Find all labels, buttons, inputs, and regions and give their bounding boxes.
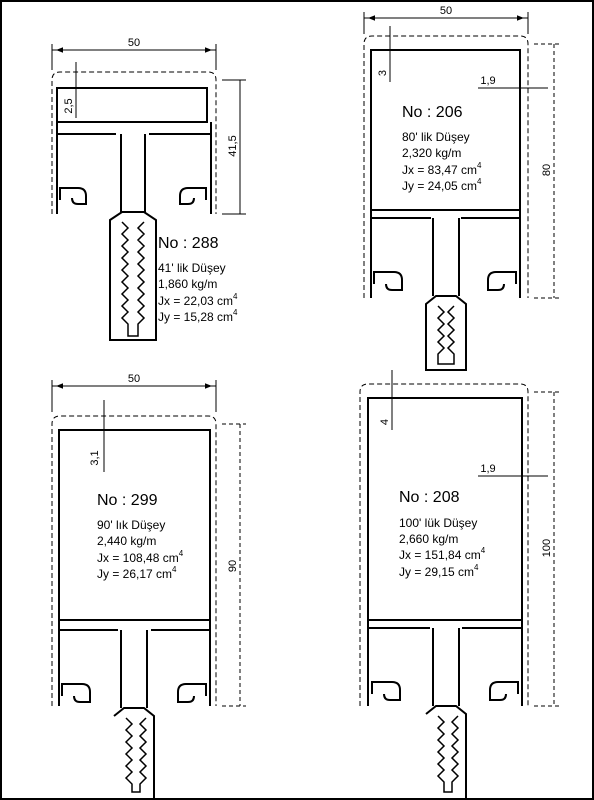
- width-label-288: 50: [127, 37, 141, 49]
- profile-jx-208: Jx = 151,84 $cm^4$: [399, 546, 486, 562]
- profile-desc-206: 80' lik Düşey: [402, 130, 470, 144]
- profile-number-206: No : 206: [402, 104, 463, 121]
- right-clip: [488, 272, 516, 290]
- tongue-teeth: [438, 716, 458, 792]
- center-stem: [121, 630, 147, 708]
- inner-walls: [57, 122, 211, 214]
- wall-label-288: 2,5: [63, 98, 75, 114]
- inner-walls: [368, 620, 522, 706]
- center-stem: [121, 134, 145, 212]
- top-chamber: [57, 88, 207, 122]
- left-clip: [62, 684, 90, 702]
- right-clip: [490, 682, 518, 700]
- profile-number-299: No : 299: [97, 492, 158, 509]
- profile-weight-208: 2,660 kg/m: [399, 532, 459, 546]
- profile-weight-288: 1,860 kg/m: [158, 277, 218, 291]
- wall-label-206: 3: [377, 69, 389, 77]
- profile-jx-206: Jx = 83,47 $cm^4$: [402, 161, 482, 177]
- width-label-206: 50: [439, 5, 453, 17]
- profile-outline: [52, 72, 216, 214]
- profile-jx-288: Jx = 22,03 $cm^4$: [158, 292, 238, 308]
- wall-label-299: 3,1: [89, 450, 101, 466]
- height-label-206: 80: [541, 163, 553, 177]
- profile-208: [360, 370, 560, 800]
- wall-label-208: 4: [379, 418, 391, 426]
- profile-299: [52, 380, 246, 800]
- profile-jy-299: Jy = 26,17 $cm^4$: [97, 565, 177, 581]
- height-label-288: 41,5: [227, 135, 239, 157]
- tongue: [114, 708, 154, 800]
- tongue-teeth: [126, 718, 146, 792]
- right-clip: [180, 188, 206, 204]
- inner-walls: [371, 210, 520, 298]
- right-clip: [178, 684, 206, 702]
- profile-weight-299: 2,440 kg/m: [97, 534, 157, 548]
- left-clip: [374, 272, 402, 290]
- center-stem: [433, 218, 459, 296]
- tongue: [110, 212, 156, 340]
- width-label-299: 50: [127, 373, 141, 385]
- left-clip: [372, 682, 400, 700]
- tongue-teeth: [122, 222, 144, 336]
- tongue: [426, 296, 466, 370]
- left-clip: [60, 188, 86, 204]
- side-label-206: 1,9: [480, 75, 496, 87]
- profile-jx-299: Jx = 108,48 $cm^4$: [97, 549, 184, 565]
- profile-desc-299: 90' lık Düşey: [97, 518, 166, 532]
- tongue: [426, 706, 466, 800]
- tongue-teeth: [438, 306, 454, 364]
- profile-jy-206: Jy = 24,05 $cm^4$: [402, 177, 482, 193]
- profile-jy-288: Jy = 15,28 $cm^4$: [158, 308, 238, 324]
- height-label-299: 90: [227, 559, 239, 573]
- profile-desc-208: 100' lük Düşey: [399, 516, 478, 530]
- height-label-208: 100: [541, 538, 553, 558]
- inner-walls: [59, 620, 210, 706]
- profile-weight-206: 2,320 kg/m: [402, 146, 462, 160]
- page-border: [1, 1, 593, 799]
- profile-jy-208: Jy = 29,15 $cm^4$: [399, 563, 479, 579]
- main-chamber: [368, 398, 522, 620]
- profile-number-288: No : 288: [158, 235, 219, 252]
- profile-desc-288: 41' lik Düşey: [158, 261, 226, 275]
- profile-number-208: No : 208: [399, 489, 460, 506]
- side-label-208: 1,9: [480, 463, 496, 475]
- center-stem: [433, 628, 459, 706]
